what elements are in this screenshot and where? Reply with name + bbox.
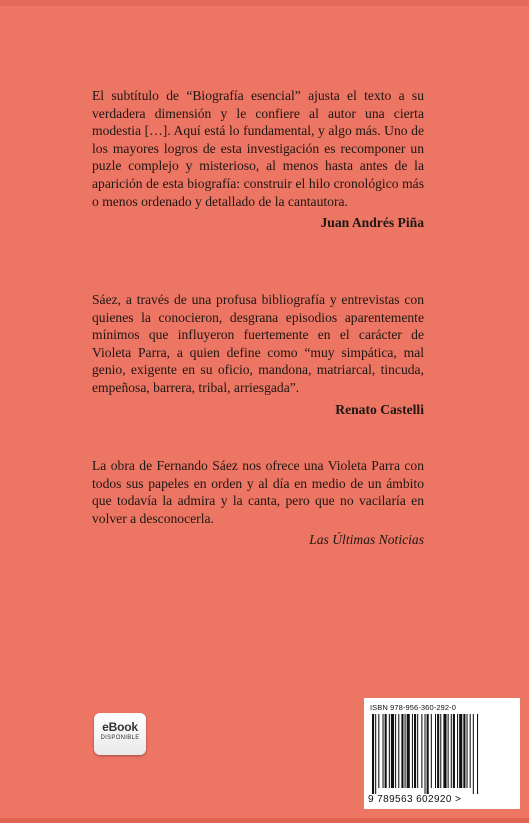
isbn-number: ISBN 978-956-360-292-0 <box>370 703 457 712</box>
barcode-bar <box>412 714 413 788</box>
barcode-bar <box>470 714 471 788</box>
barcode-bar <box>383 714 384 788</box>
barcode-bar <box>443 714 446 788</box>
barcode-bar <box>435 714 436 788</box>
review-quote-1-author: Juan Andrés Piña <box>320 215 424 231</box>
review-quote-3-author: Las Últimas Noticias <box>309 532 424 548</box>
barcode-bar <box>385 714 387 788</box>
barcode-bar <box>427 714 429 794</box>
barcode-bar <box>467 714 468 788</box>
barcode-bar <box>421 714 422 788</box>
isbn-barcode <box>364 698 520 809</box>
ebook-badge-subtitle: DISPONIBLE <box>100 735 140 741</box>
review-quote-1-text: El subtítulo de “Biografía esencial” ajusta el texto a su verdadera dimensión y le confiere al autor una cierta modestia […]. Aquí está lo fundamental, y algo más. Uno de los mayores logros de esta investigación es recomponer un puzle complejo y misterioso, al menos hasta antes de la aparición de esta biografía: construir el hilo cronológico más o menos ordenado y detallado de la cantautora. <box>92 88 424 209</box>
barcode-bar <box>414 714 416 788</box>
barcode-bar <box>372 714 374 794</box>
barcode-bar <box>453 714 455 788</box>
barcode-bar <box>463 714 465 788</box>
barcode-bar <box>459 714 462 788</box>
bottom-edge <box>0 818 529 823</box>
barcode-bar <box>389 714 390 788</box>
review-quote-1 <box>92 87 424 232</box>
barcode-bar <box>395 714 396 788</box>
review-quote-3 <box>92 457 424 549</box>
top-edge <box>0 0 529 6</box>
review-quote-2-author: Renato Castelli <box>335 401 424 417</box>
review-quote-2 <box>92 291 424 418</box>
barcode-bar <box>477 714 478 794</box>
barcode-bar <box>401 714 403 788</box>
barcode-bar <box>417 714 418 788</box>
barcode-bar <box>440 714 441 788</box>
barcode-bars <box>372 714 512 794</box>
barcode-bar <box>457 714 458 788</box>
barcode-bar <box>451 714 452 788</box>
ebook-badge-title: eBook <box>102 720 138 734</box>
barcode-bar <box>407 714 410 788</box>
barcode-bar <box>375 714 376 794</box>
barcode-bar <box>425 714 426 794</box>
barcode-bar <box>448 714 449 788</box>
review-quote-3-text: La obra de Fernando Sáez nos ofrece una Violeta Parra con todos sus papeles en orden y al día en medio de un ámbito que todavía la admira y la canta, pero que no vacilaría en volver a desconocerla. <box>92 458 424 526</box>
barcode-bar <box>405 714 406 788</box>
review-quote-2-text: Sáez, a través de una profusa bibliografía y entrevistas con quienes la conocieron, desgrana episodios aparentemente mínimos que influyeron fuertemente en el carácter de Violeta Parra, a quien define como “muy simpática, mal genio, exigente en su oficio, mandona, matriarcal, tincuda, empeñosa, barrera, tribal, arriesgada”. <box>92 292 424 395</box>
ebook-available-badge <box>94 713 146 755</box>
barcode-digits: 9 789563 602920 > <box>368 794 462 805</box>
barcode-bar <box>378 714 379 788</box>
barcode-bar <box>398 714 399 788</box>
barcode-bar <box>437 714 439 788</box>
barcode-bar <box>473 714 474 794</box>
barcode-bar <box>391 714 394 788</box>
barcode-bar <box>431 714 432 788</box>
